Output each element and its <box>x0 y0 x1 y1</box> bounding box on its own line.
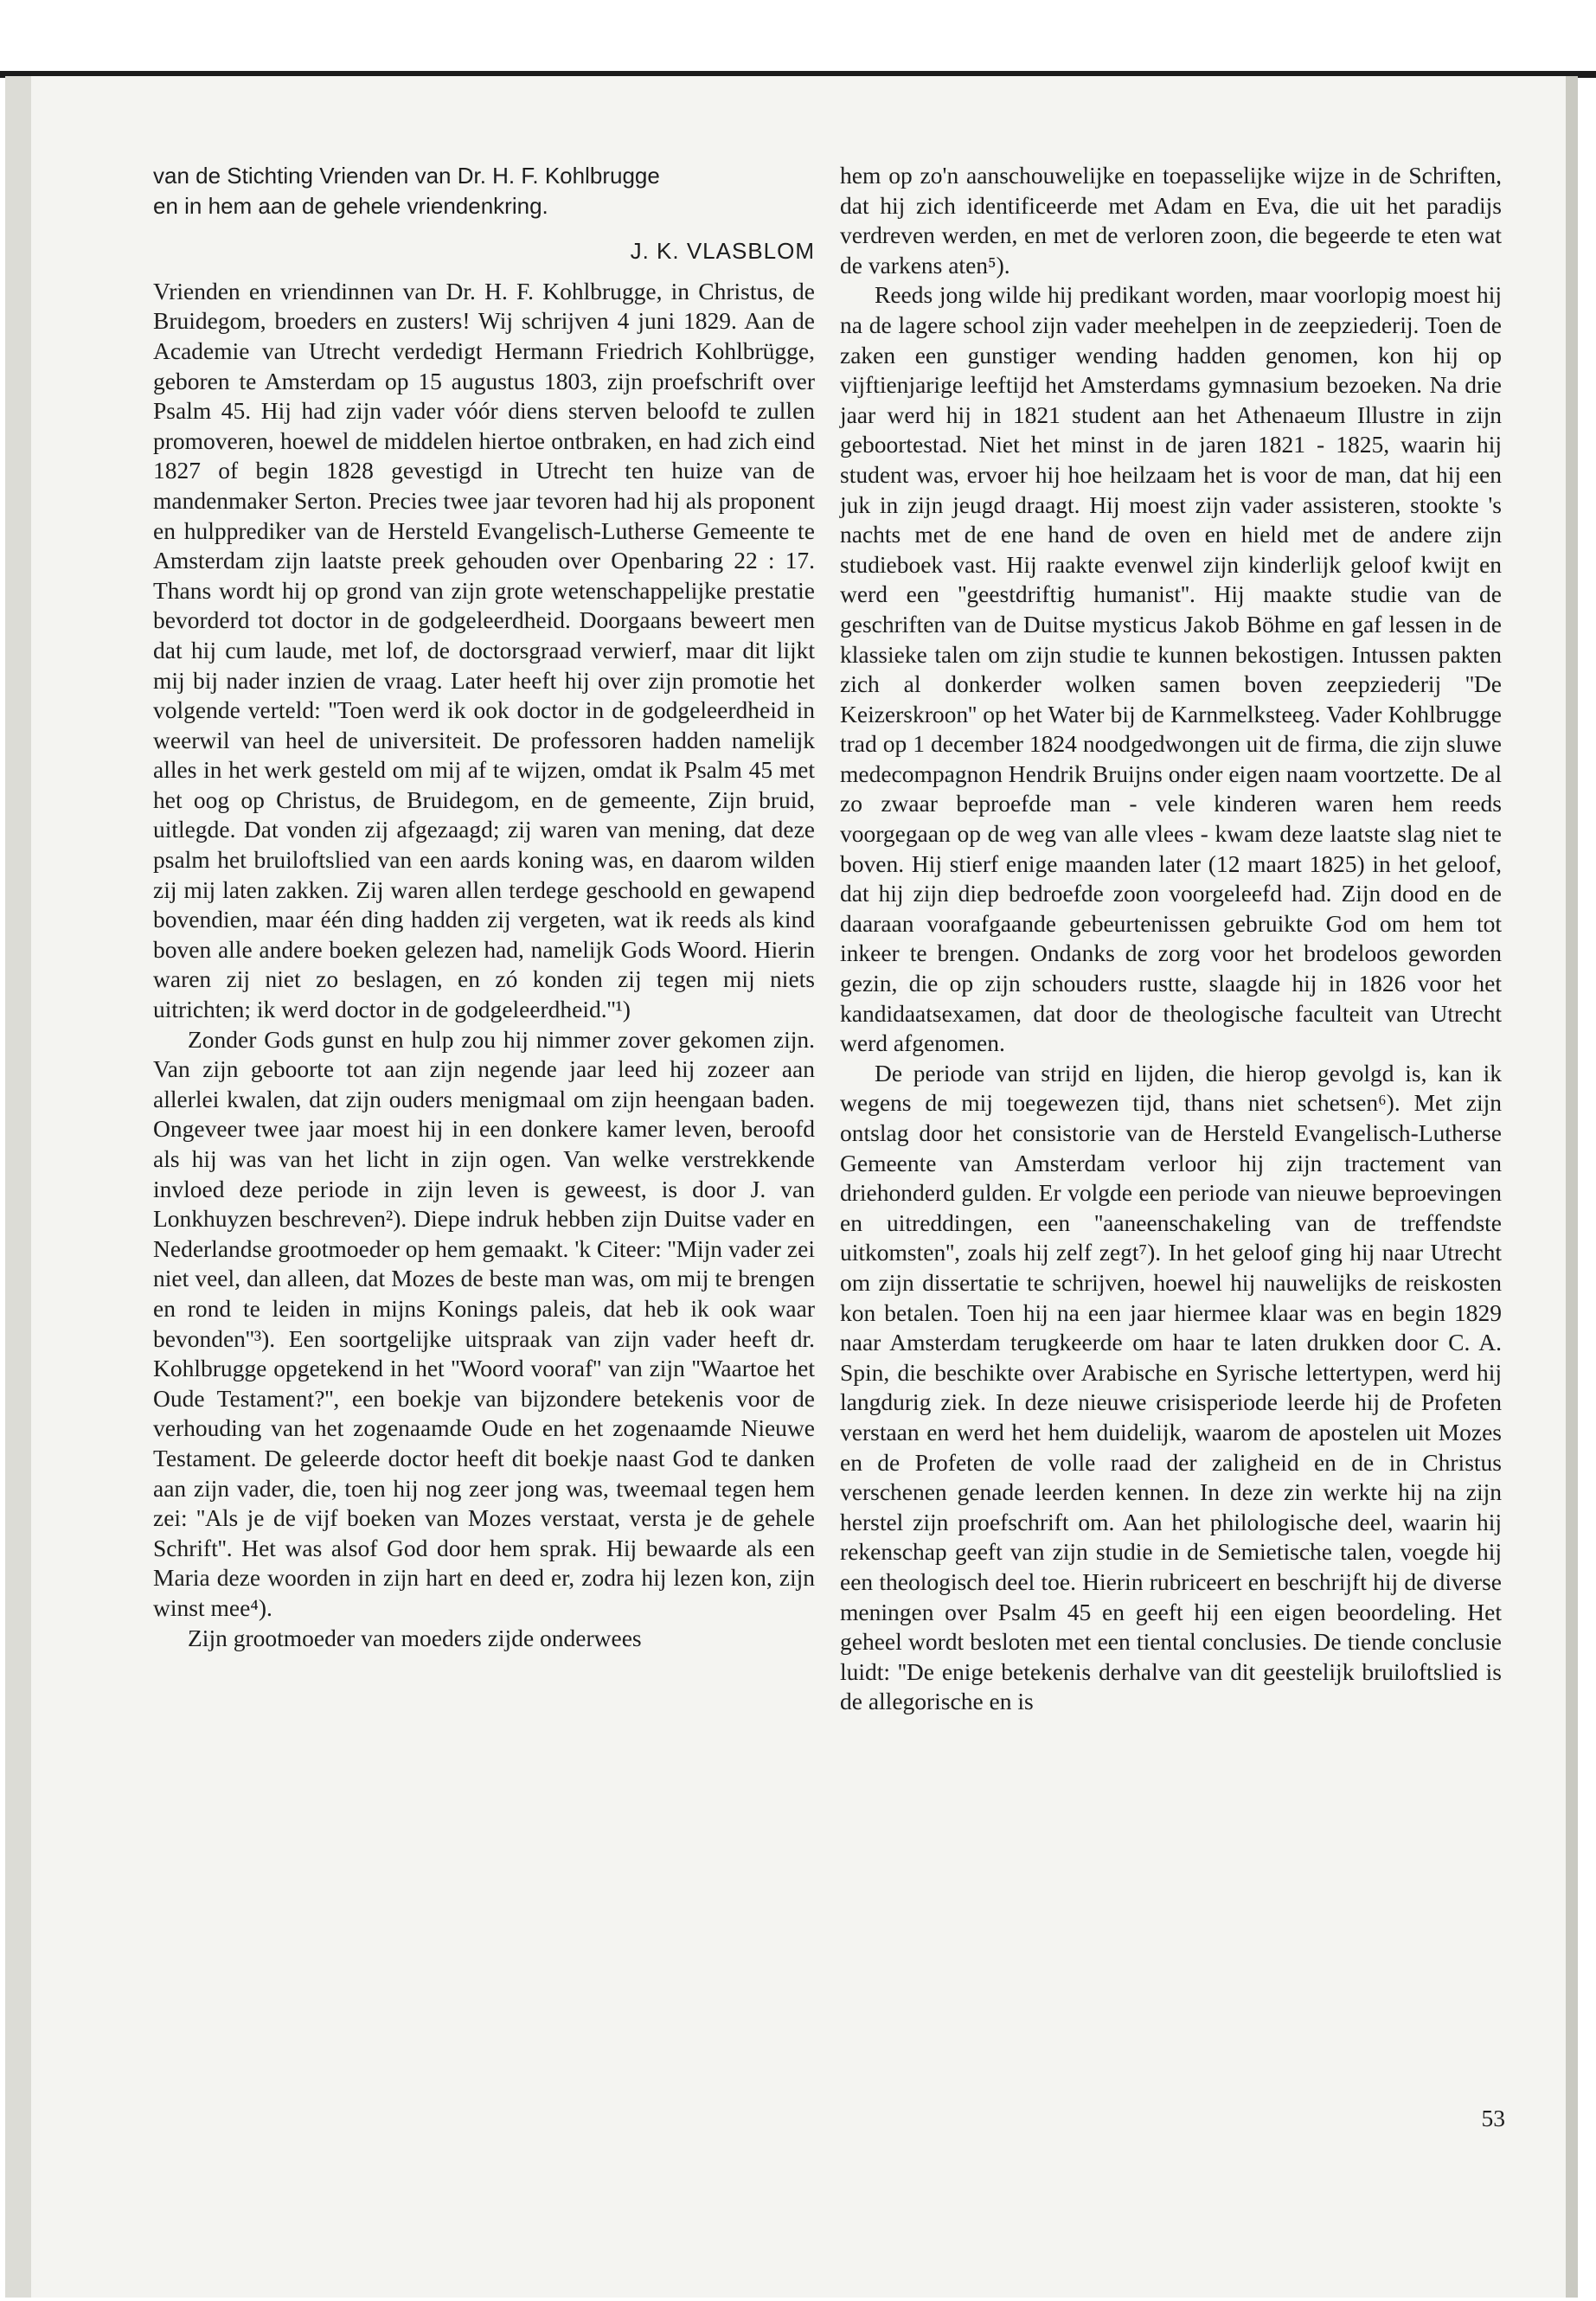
scan-margin-top <box>0 0 1596 71</box>
paragraph: De periode van strijd en lijden, die hierop gevolgd is, kan ik wegens de mij toegewezen tijd, thans niet schetsen⁶). Met zijn ontslag door het consistorie van de Hersteld Evangelisch-Lutherse Gemeente van Amsterdam verloor hij zijn tractement van driehonderd gulden. Er volgde een periode van nieuwe beproevingen en uitreddingen, een ''aaneenschakeling van de treffendste uitkomsten'', zoals hij zelf zegt⁷). In het geloof ging hij naar Utrecht om zijn dissertatie te schrijven, hoewel hij nauwelijks de reiskosten kon betalen. Toen hij na een jaar hiermee klaar was en begin 1829 naar Amsterdam terugkeerde om haar te laten drukken door C. A. Spin, die beschikte over Arabische en Syrische lettertypen, werd hij langdurig ziek. In deze nieuwe crisisperiode leerde hij de Profeten verstaan en werd het hem duidelijk, waarom de apostelen uit Mozes en de Profeten de volle raad der zaligheid en de in Christus verschenen genade leerden kennen. In deze zin werkte hij na zijn herstel zijn proefschrift om. Aan het philologische deel, waarin hij rekenschap geeft van zijn studie in de Semietische talen, voegde hij een theologisch deel toe. Hierin rubriceert en beschrijft hij de diverse meningen over Psalm 45 en geeft hij een eigen beoordeling. Het geheel wordt besloten met een tiental conclusies. De tiende conclusie luidt: ''De enige betekenis derhalve van dit geestelijk bruiloftslied is de allegorische en is <box>840 1059 1502 1715</box>
paragraph: Vrienden en vriendinnen van Dr. H. F. Kohlbrugge, in Christus, de Bruidegom, broeders en zusters! Wij schrijven 4 juni 1829. Aan de Academie van Utrecht verdedigt Hermann Friedrich Kohlbrügge, geboren te Amsterdam op 15 augustus 1803, zijn proefschrift over Psalm 45. Hij had zijn vader vóór diens sterven beloofd te zullen promoveren, hoewel de middelen hiertoe ontbraken, en had zich eind 1827 of begin 1828 gevestigd in Utrecht ten huize van de mandenmaker Serton. Precies twee jaar tevoren had hij als proponent en hulpprediker van de Hersteld Evangelisch-Lutherse Gemeente te Amsterdam zijn laatste preek gehouden over Openbaring 22 : 17. Thans wordt hij op grond van zijn grote wetenschappelijke prestatie bevorderd tot doctor in de godgeleerdheid. Doorgaans beweert men dat hij cum laude, met lof, de doctorsgraad verwierf, maar dit lijkt mij bij nader inzien de vraag. Later heeft hij over zijn promotie het volgende verteld: ''Toen werd ik ook doctor in de godgeleerdheid in weerwil van heel de universiteit. De professoren hadden namelijk alles in het werk gesteld om mij af te wijzen, omdat ik Psalm 45 met het oog op Christus, de Bruidegom, en de gemeente, Zijn bruid, uitlegde. Dat vonden zij afgezaagd; zij waren van mening, dat deze psalm het bruiloftslied van een aards koning was, en daarom wilden zij mij laten zakken. Zij waren allen terdege geschoold en gewapend bovendien, maar één ding hadden zij vergeten, wat ik reeds als kind boven alle andere boeken gelezen had, namelijk Gods Woord. Hierin waren zij niet zo beslagen, en zó konden zij tegen mij niets uitrichten; ik werd doctor in de godgeleerdheid.''¹) <box>153 277 815 1023</box>
page-number: 53 <box>1481 2105 1505 2131</box>
author-signature: J. K. VLASBLOM <box>630 238 815 265</box>
paragraph: Zonder Gods gunst en hulp zou hij nimmer zover gekomen zijn. Van zijn geboorte tot aan zijn negende jaar leed hij zozeer aan allerlei kwalen, dat zijn ouders menigmaal om zijn heengaan baden. Ongeveer twee jaar moest hij in een donkere kamer leven, beroofd als hij was van het licht in zijn ogen. Van welke verstrekkende invloed deze periode in zijn leven is geweest, is door J. van Lonkhuyzen beschreven²). Diepe indruk hebben zijn Duitse vader en Nederlandse grootmoeder op hem gemaakt. 'k Citeer: ''Mijn vader zei niet veel, dan alleen, dat Mozes de beste man was, om mij te brengen en rond te leiden in mijns Konings paleis, dat heb ik ook waar bevonden''³). Een soortgelijke uitspraak van zijn vader heeft dr. Kohlbrugge opgetekend in het ''Woord vooraf'' van zijn ''Waartoe het Oude Testament?'', een boekje van bijzondere betekenis voor de verhouding van het zogenaamde Oude en het zogenaamde Nieuwe Testament. De geleerde doctor heeft dit boekje naast God te danken aan zijn vader, die, toen hij nog zeer jong was, tweemaal tegen hem zei: ''Als je de vijf boeken van Mozes verstaat, versta je de gehele Schrift''. Het was alsof God door hem sprak. Hij bewaarde als een Maria deze woorden in zijn hart en deed er, zodra hij lezen kon, zijn winst mee⁴). <box>153 1025 815 1621</box>
intro-line-2: en in hem aan de gehele vriendenkring. <box>153 192 548 219</box>
paragraph: Reeds jong wilde hij predikant worden, maar voorlopig moest hij na de lagere school zijn vader meehelpen in de zeepziederij. Toen de zaken een gunstiger wending hadden genomen, kon hij op vijftienjarige leeftijd het Amsterdams gymnasium bezoeken. Na drie jaar werd hij in 1821 student aan het Athenaeum Illustre in zijn geboortestad. Niet het minst in de jaren 1821 - 1825, waarin hij student was, ervoer hij hoe heilzaam het is voor de man, dat hij een juk in zijn jeugd draagt. Hij moest zijn vader assisteren, stookte 's nachts met de ene hand de oven en hield met de andere zijn studieboek vast. Hij raakte evenwel zijn kinderlijk geloof kwijt en werd een ''geestdriftig humanist''. Hij maakte studie van de geschriften van de Duitse mysticus Jakob Böhme en gaf lessen in de klassieke talen om zijn studie te kunnen bekostigen. Intussen pakten zich al donkerder wolken samen boven zeepziederij ''De Keizerskroon'' op het Water bij de Karnmelksteeg. Vader Kohlbrugge trad op 1 december 1824 noodgedwongen uit de firma, die zijn sluwe medecompagnon Hendrik Bruijns onder eigen naam voortzette. De al zo zwaar beproefde man - vele kinderen waren hem reeds voorgegaan op de weg van alle vlees - kwam deze laatste slag niet te boven. Hij stierf enige maanden later (12 maart 1825) in het geloof, dat hij zijn diep bedroefde zoon voorgeleefd had. Zijn dood en de daaraan voorafgaande gebeurtenissen gebruikte God om hem tot inkeer te brengen. Ondanks de zorg voor het brodeloos geworden gezin, die op zijn schouders rustte, slaagde hij in 1826 voor het kandidaatsexamen, dat door de theologische faculteit van Utrecht werd afgenomen. <box>840 281 1502 1057</box>
paragraph: hem op zo'n aanschouwelijke en toepasselijke wijze in de Schriften, dat hij zich identificeerde met Adam en Eva, die uit het paradijs verdreven werden, en met de verloren zoon, die begeerde te eten wat de varkens aten⁵). <box>840 162 1502 279</box>
intro-line-1: van de Stichting Vrienden van Dr. H. F. Kohlbrugge <box>153 163 660 189</box>
paragraph: Zijn grootmoeder van moeders zijde onderwees <box>188 1624 642 1651</box>
right-column <box>840 161 1502 1717</box>
left-column <box>153 161 815 1653</box>
